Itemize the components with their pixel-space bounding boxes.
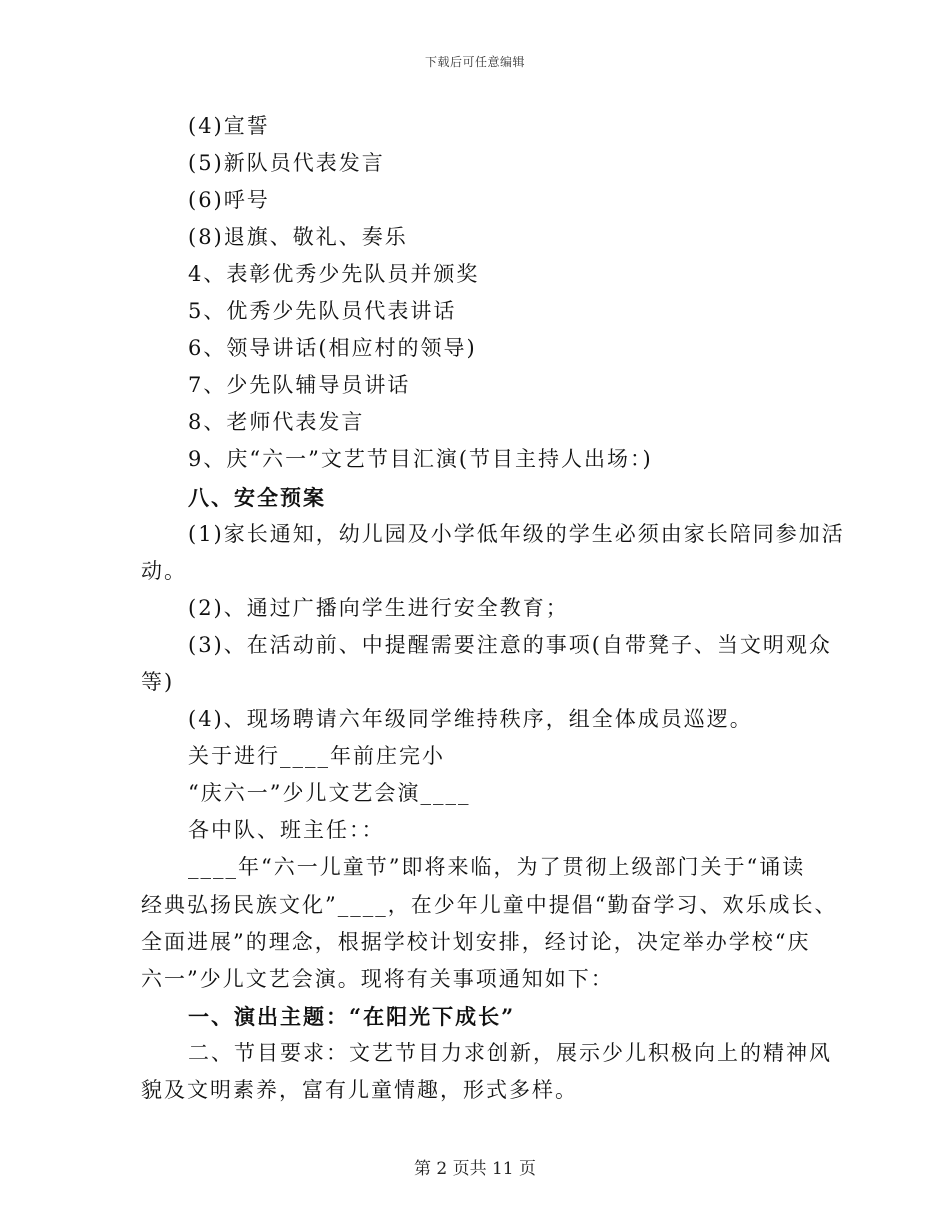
paragraph-line: 等) [141,670,175,694]
list-item: 5、优秀少先队员代表讲话 [188,299,457,323]
paragraph-line: (2)、通过广播向学生进行安全教育； [188,596,569,620]
paragraph-line: (3)、在活动前、中提醒需要注意的事项(自带凳子、当文明观众 [188,633,832,657]
notice-title-line: 关于进行____年前庄完小 [188,744,445,768]
section-heading: 一、演出主题：“在阳光下成长” [188,1004,516,1029]
paragraph-line: ____年“六一儿童节”即将来临，为了贯彻上级部门关于“诵读 [188,855,806,879]
paragraph-line: 六一”少儿文艺会演。现将有关事项通知如下： [141,967,614,991]
list-item: 8、老师代表发言 [188,410,365,434]
paragraph-line: 动。 [141,559,187,583]
paragraph-line: 貌及文明素养，富有儿童情趣，形式多样。 [141,1078,578,1102]
paragraph-line: (4)、现场聘请六年级同学维持秩序，组全体成员巡逻。 [188,707,753,731]
paragraph-line: 全面进展”的理念，根据学校计划安排，经讨论，决定举办学校“庆 [141,930,811,954]
list-item: (4)宣誓 [188,114,270,138]
paragraph-line: (1)家长通知，幼儿园及小学低年级的学生必须由家长陪同参加活 [188,522,845,546]
notice-title-line: “庆六一”少儿文艺会演____ [188,781,471,805]
page-header: 下载后可任意编辑 [424,55,525,69]
list-item: (6)呼号 [188,188,270,212]
page-number: 第 2 页共 11 页 [413,1159,537,1179]
list-item: 7、少先队辅导员讲话 [188,373,411,397]
list-item: (8)退旗、敬礼、奏乐 [188,225,408,249]
paragraph-line: 经典弘扬民族文化”____，在少年儿童中提倡“勤奋学习、欢乐成长、 [141,893,838,917]
paragraph-line: 二、节目要求：文艺节目力求创新，展示少儿积极向上的精神风 [188,1041,832,1065]
section-heading: 八、安全预案 [188,485,326,510]
list-item: (5)新队员代表发言 [188,151,385,175]
salutation: 各中队、班主任：： [188,818,385,842]
list-item: 4、表彰优秀少先队员并颁奖 [188,262,480,286]
list-item: 6、领导讲话(相应村的领导) [188,336,477,360]
list-item: 9、庆“六一”文艺节目汇演(节目主持人出场：) [188,447,653,471]
